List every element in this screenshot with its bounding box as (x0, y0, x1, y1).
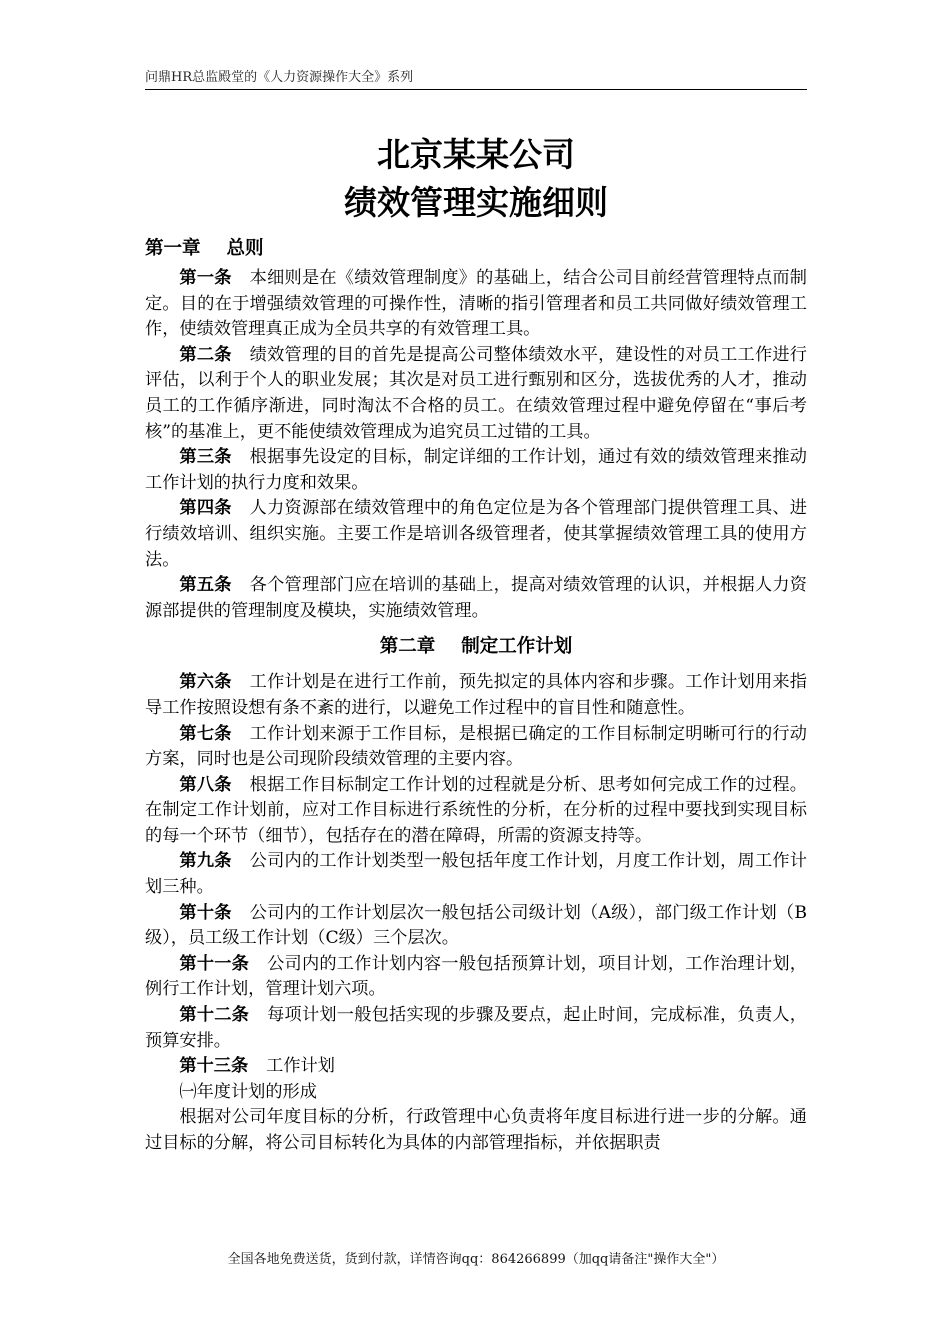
article-label: 第四条 (179, 498, 232, 519)
article-text: 每项计划一般包括实现的步骤及要点，起止时间，完成标准，负责人，预算安排。 (145, 1005, 807, 1051)
article-7 (145, 722, 807, 773)
article-6 (145, 670, 807, 721)
paragraph: 根据对公司年度目标的分析，行政管理中心负责将年度目标进行进一步的分解。通过目标的分解，将公司目标转化为具体的内部管理指标，并依据职责 (145, 1107, 807, 1153)
article-text: 根据事先设定的目标，制定详细的工作计划，通过有效的绩效管理来推动工作计划的执行力度和效果。 (145, 447, 807, 493)
article-text: 工作计划 (266, 1056, 335, 1077)
chapter-number: 第二章 (379, 636, 436, 658)
document-title-line1: 北京某某公司 (377, 135, 575, 174)
article-label: 第五条 (179, 575, 232, 596)
article-13 (145, 1054, 807, 1080)
chapter-name: 总则 (226, 238, 264, 259)
article-11 (145, 952, 807, 1003)
article-text: 各个管理部门应在培训的基础上，提高对绩效管理的认识，并根据人力资源部提供的管理制度及模块，实施绩效管理。 (145, 575, 807, 621)
article-5 (145, 573, 807, 624)
article-label: 第十三条 (179, 1056, 249, 1077)
page-footer: 全国各地免费送货，货到付款，详情咨询qq：864266899（加qq请备注"操作大全"） (227, 1252, 725, 1267)
article-9 (145, 849, 807, 900)
article-10 (145, 901, 807, 952)
article-2 (145, 343, 807, 445)
article-text: 工作计划是在进行工作前，预先拟定的具体内容和步骤。工作计划用来指导工作按照设想有条不紊的进行，以避免工作过程中的盲目性和随意性。 (145, 672, 807, 718)
article-label: 第一条 (179, 268, 232, 288)
article-text: 根据工作目标制定工作计划的过程就是分析、思考如何完成工作的过程。在制定工作计划前，应对工作目标进行系统性的分析，在分析的过程中要找到实现目标的每一个环节（细节），包括存在的潜在障碍，所需的资源支持等。 (145, 774, 807, 846)
article-text: 公司内的工作计划内容一般包括预算计划，项目计划，工作治理计划，例行工作计划，管理计划六项。 (145, 953, 807, 1000)
article-12 (145, 1003, 807, 1054)
article-label: 第九条 (179, 851, 232, 872)
chapter-1-heading (145, 232, 807, 266)
article-4 (145, 496, 807, 573)
article-text: 人力资源部在绩效管理中的角色定位是为各个管理部门提供管理工具、进行绩效培训、组织实施。主要工作是培训各级管理者，使其掌握绩效管理工具的使用方法。 (145, 498, 807, 570)
article-label: 第八条 (179, 774, 232, 795)
article-label: 第七条 (179, 723, 232, 744)
article-1 (145, 266, 807, 343)
article-text: 公司内的工作计划类型一般包括年度工作计划，月度工作计划，周工作计划三种。 (145, 851, 807, 898)
document-title-line2: 绩效管理实施细则 (344, 183, 608, 222)
article-label: 第二条 (179, 344, 232, 365)
article-label: 第十一条 (179, 953, 250, 974)
page-header: 问鼎HR总监殿堂的《人力资源操作大全》系列 (145, 66, 807, 90)
article-text: 工作计划来源于工作目标，是根据已确定的工作目标制定明晰可行的行动方案，同时也是公司现阶段绩效管理的主要内容。 (145, 723, 807, 770)
article-text: 本细则是在《绩效管理制度》的基础上，结合公司目前经营管理特点而制定。目的在于增强绩效管理的可操作性，清晰的指引管理者和员工共同做好绩效管理工作，使绩效管理真正成为全员共享的有效管理工具。 (145, 268, 807, 340)
article-label: 第三条 (179, 447, 232, 468)
article-8 (145, 773, 807, 850)
chapter-2-heading (145, 630, 807, 664)
article-text: 绩效管理的目的首先是提高公司整体绩效水平，建设性的对员工工作进行评估，以利于个人的职业发展；其次是对员工进行甄别和区分，选拔优秀的人才，推动员工的工作循序渐进，同时淘汰不合格的员工。在绩效管理过程中避免停留在“事后考核”的基准上，更不能使绩效管理成为追究员工过错的工具。 (145, 344, 807, 442)
article-text: 公司内的工作计划层次一般包括公司级计划（A级），部门级工作计划（B级），员工级工作计划（C级）三个层次。 (145, 902, 807, 949)
document-body (145, 232, 807, 1157)
subsection-heading: ㈠年度计划的形成 (179, 1081, 317, 1102)
article-3 (145, 445, 807, 496)
article-label: 第十二条 (179, 1005, 250, 1026)
article-label: 第六条 (179, 672, 232, 693)
chapter-number: 第一章 (145, 238, 201, 259)
article-label: 第十条 (179, 902, 232, 923)
chapter-name: 制定工作计划 (461, 636, 573, 658)
